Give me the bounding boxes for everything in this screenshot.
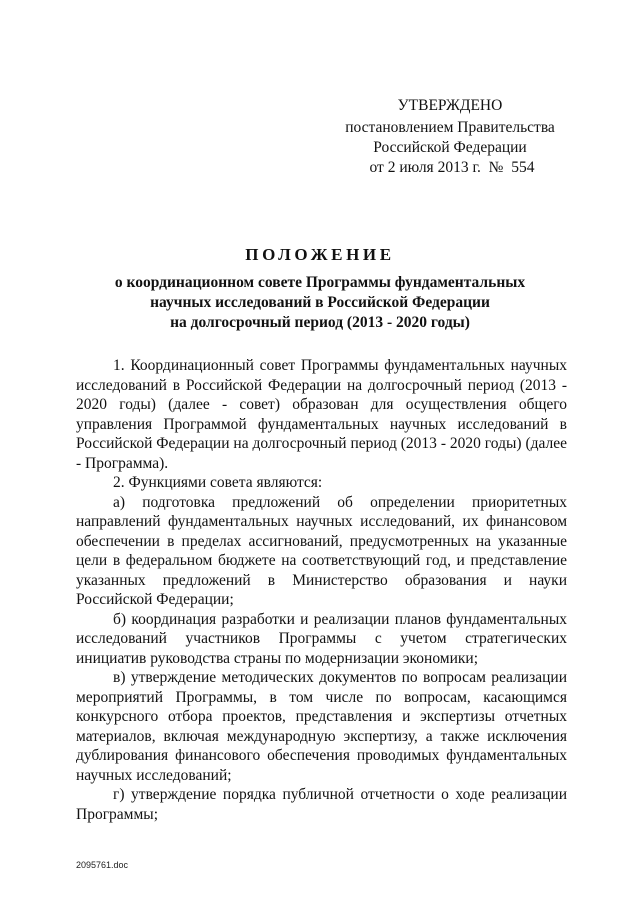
approval-line-federation: Российской Федерации	[373, 139, 527, 156]
paragraph-1: 1. Координационный совет Программы фундаментальных научных исследований в Российской Федерации на долгосрочный период (2013 - 2020 годы) (далее - совет) образован для осуществления общего управления Программой фундаментальных научных исследований в Российской Федерации на долгосрочный период (2013 - 2020 годы) (далее - Программа).	[76, 357, 567, 472]
approval-line-date-number: от 2 июля 2013 г. № 554	[369, 159, 535, 176]
paragraph-item-a: а) подготовка предложений об определении приоритетных направлений фундаментальных научных исследований, их финансовом обеспечении в пределах ассигнований, предусмотренных на указанные цели в федеральном бюджете на соответствующий год, и представление указанных предложений в Министерство образования и науки Российской Федерации;	[76, 493, 567, 608]
document-body	[76, 356, 567, 824]
subtitle-line-2: научных исследований в Российской Федерации	[150, 294, 490, 311]
approval-line-government: постановлением Правительства	[345, 119, 555, 136]
file-name-footer: 2095761.doc	[76, 860, 129, 870]
paragraph-2: 2. Функциями совета являются:	[113, 474, 323, 491]
subtitle-line-3: на долгосрочный период (2013 - 2020 годы)	[170, 314, 470, 331]
approval-heading: УТВЕРЖДЕНО	[397, 97, 503, 114]
paragraph-item-b: б) координация разработки и реализации планов фундаментальных исследований участников Программы с учетом стратегических инициатив руководства страны по модернизации экономики;	[76, 610, 567, 667]
document-title: ПОЛОЖЕНИЕ	[245, 245, 395, 264]
paragraph-item-v: в) утверждение методических документов по вопросам реализации мероприятий Программы, в том числе по вопросам, касающимся конкурсного отбора проектов, представления и экспертизы отчетных материалов, включая международную экспертизу, а также исключения дублирования финансового обеспечения проводимых фундаментальных научных исследований;	[76, 669, 567, 784]
paragraph-item-g: г) утверждение порядка публичной отчетности о ходе реализации Программы;	[76, 786, 567, 823]
subtitle-line-1: о координационном совете Программы фундаментальных	[114, 274, 526, 291]
document-subtitle	[60, 273, 580, 333]
approval-block	[330, 96, 570, 178]
